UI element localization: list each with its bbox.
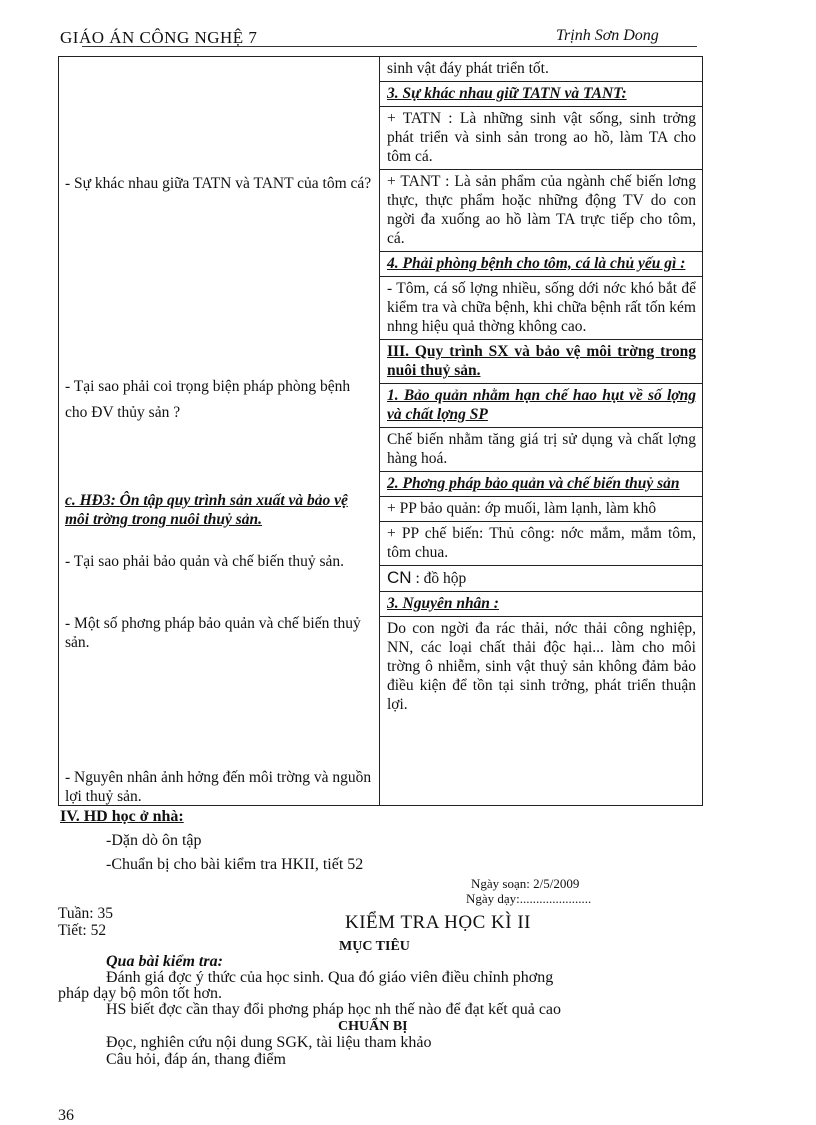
question-difference: - Sự khác nhau giữa TATN và TANT của tôm cá?: [65, 175, 372, 192]
prep-heading: CHUẨN BỊ: [338, 1019, 408, 1034]
content-block: - Tôm, cá số lợng nhiều, sống dới nớc khó bắt để kiểm tra và chữa bệnh, khi chữa bệnh rất tốn kém nhng hiệu quả thờng không cao.: [380, 277, 702, 340]
exam-title: KIỂM TRA HỌC KÌ II: [345, 912, 531, 933]
content-heading: 3. Nguyên nhân :: [380, 592, 702, 617]
content-block: + TANT : Là sản phẩm của ngành chế biến lơng thực, thực phẩm hoặc những động TV do con ngời đa xuống ao hồ làm TA trực tiếp cho tôm, cá.: [380, 170, 702, 252]
homework-item: -Dặn dò ôn tập: [106, 832, 202, 849]
content-heading: 1. Bảo quản nhằm hạn chế hao hụt về số lợng và chất lợng SP: [380, 384, 702, 428]
objective-line: Đánh giá đợc ý thức của học sinh. Qua đó giáo viên điều chỉnh phơng: [106, 969, 554, 986]
content-block: [380, 566, 702, 592]
prep-line: Câu hỏi, đáp án, thang điểm: [106, 1051, 286, 1068]
content-heading: III. Quy trình SX và bảo vệ môi trờng trong nuôi thuỷ sản.: [380, 340, 702, 384]
content-block: + PP chế biến: Thủ công: nớc mắm, mắm tôm, tôm chua.: [380, 522, 702, 566]
week-label: Tuần: 35: [58, 905, 113, 922]
question-causes: - Nguyên nhân ảnh hởng đến môi trờng và nguồn lợi thuỷ sản.: [65, 769, 372, 805]
cn-text: : đồ hộp: [415, 570, 467, 587]
content-block: Do con ngời đa rác thải, nớc thải công nghiệp, NN, các loại chất thải độc hại... làm cho môi trờng ô nhiễm, sinh vật thuỷ sản không đảm bảo điều kiện để tồn tại sinh trởng, phát triển thuận lợi.: [387, 620, 696, 713]
objective-line: HS biết đợc cần thay đổi phơng pháp học nh thế nào để đạt kết quả cao: [106, 1001, 562, 1018]
homework-heading: IV. HD học ở nhà:: [60, 808, 184, 825]
content-heading: 4. Phải phòng bệnh cho tôm, cá là chủ yếu gì :: [380, 252, 702, 277]
question-methods: - Một số phơng pháp bảo quản và chế biến thuỷ sản.: [65, 615, 361, 651]
page-number: 36: [58, 1107, 74, 1124]
content-heading: 3. Sự khác nhau giữ TATN và TANT:: [380, 82, 702, 107]
content-heading: 2. Phơng pháp bảo quản và chế biến thuỷ sản: [380, 472, 702, 497]
header-rule: [82, 46, 697, 47]
content-block: sinh vật đáy phát triển tốt.: [380, 57, 702, 82]
question-preserve: - Tại sao phải bảo quản và chế biến thuỷ sản.: [65, 553, 345, 570]
objectives-heading: MỤC TIÊU: [339, 939, 410, 954]
date-prepared: Ngày soạn: 2/5/2009: [471, 876, 580, 891]
lesson-table: [58, 56, 703, 806]
activity-3-heading: c. HĐ3: Ôn tập quy trình sản xuất và bảo vệ môi trờng trong nuôi thuỷ sản.: [65, 492, 348, 528]
content-block: + TATN : Là những sinh vật sống, sinh trởng phát triển và sinh sản trong ao hồ, làm TA cho tôm cá.: [380, 107, 702, 170]
date-taught: Ngày dạy:......................: [466, 891, 592, 906]
content-block: + PP bảo quản: ớp muối, làm lạnh, làm khô: [380, 497, 702, 522]
lesson-label: Tiết: 52: [58, 922, 107, 939]
through-test-label: Qua bài kiểm tra:: [106, 953, 223, 970]
question-prevention: - Tại sao phải coi trọng biện pháp phòng bệnh cho ĐV thủy sản ?: [65, 378, 351, 421]
teacher-questions-column: [59, 57, 380, 806]
content-column: [380, 57, 703, 806]
cn-label: CN: [387, 568, 412, 587]
prep-line: Đọc, nghiên cứu nội dung SGK, tài liệu tham khảo: [106, 1034, 432, 1051]
objective-line: pháp dạy bộ môn tốt hơn.: [58, 985, 222, 1002]
homework-item: -Chuẩn bị cho bài kiểm tra HKII, tiết 52: [106, 856, 364, 873]
header-author: Trịnh Sơn Dong: [556, 27, 659, 44]
header-title: GIÁO ÁN CÔNG NGHỆ 7: [60, 28, 258, 47]
content-block: Chế biến nhằm tăng giá trị sử dụng và chất lợng hàng hoá.: [380, 428, 702, 472]
